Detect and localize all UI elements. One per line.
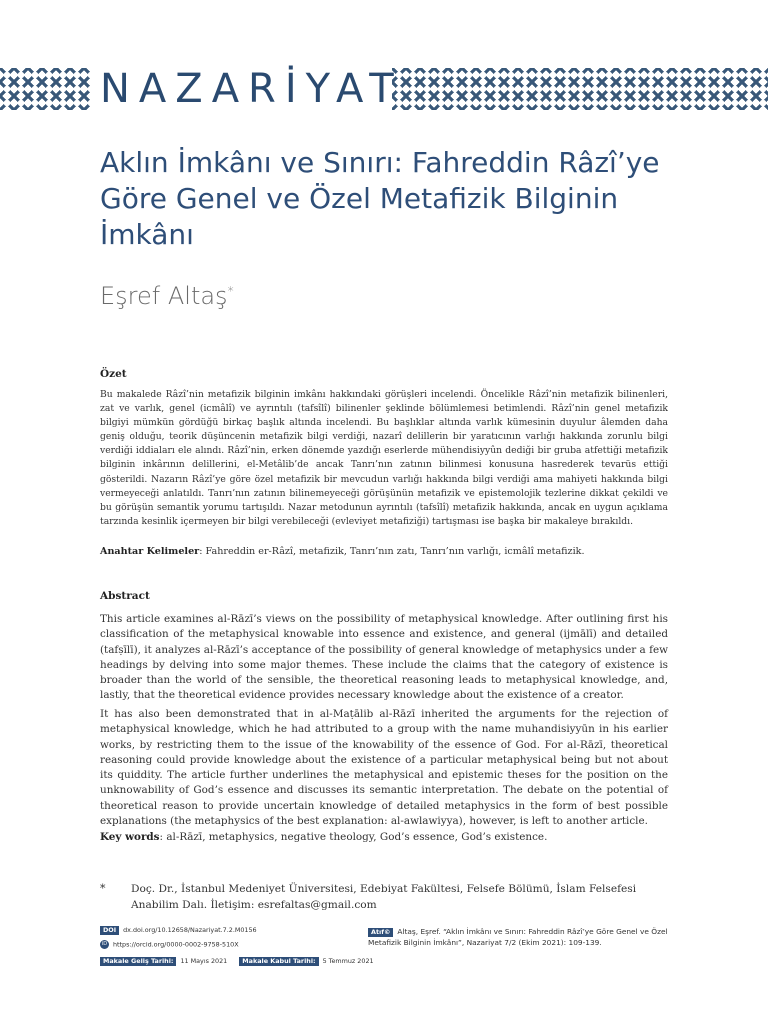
abstract-paragraph-1: This article examines al-Rāzī’s views on the possibility of metaphysical knowledge. After outlining first his classification of the metaphysical knowable into essence and existence, and general (ijmālī) and detailed (tafṣīlī), it analyzes al-Rāzī’s acceptance of the possibility of general knowledge of metaphysics under a few headings by delving into some major themes. These include the claims that the category of existence is broader than the world of the sensible, the theoretical reasoning leads to metaphysical knowledge, and, lastly, that the theoretical evidence provides necessary knowledge about the existence of a creator.: [100, 613, 668, 702]
ozet-keywords-label: Anahtar Kelimeler: [100, 546, 200, 557]
dates-line: [100, 957, 374, 966]
abstract-keywords-label: Key words: [100, 831, 160, 843]
author-name-text: Eşref Altaş: [100, 282, 228, 310]
ozet-text: Bu makalede Râzî’nin metafizik bilginin imkânı hakkındaki görüşleri incelendi. Öncelikle Râzî’nin metafizik bilinenleri, zat ve varlık, genel (icmâlî) ve ayrıntılı (tafsîlî) bilinenler şeklinde bölümlemesi betimlendi. Râzî’nin genel metafizik bilgiyi mümkün gördüğü birkaç başlık altında incelendi. Bu başlıklar altında varlık kümesinin duyulur âlemden daha geniş olduğu, teorik düşüncenin metafizik bilgi verdiği, nazarî delillerin bir yaratıcının varlığı hakkında zorunlu bilgi verdiği iddiaları ele alındı. Râzî’nin, erken dönemde yazdığı eserlerde mühendisiyyûn dediği bir gruba atfettiği metafizik bilginin inkârının delillerini, el-Metâlib’de ancak Tanrı’nın zatının bilinmesi konusuna hasrederek tevarüs ettiği gösterildi. Nazarın Râzî’ye göre özel metafizik bir mevcudun varlığı hakkında bilgi verdiği ama mahiyeti hakkında bilgi vermeyeceği anlatıldı. Tanrı’nın zatının bilinemeyeceği görüşünün metafizik ve epistemolojik tezlerine dikkat çekildi ve bu görüşün semantik yorumu tartışıldı. Nazar metodunun ayrıntılı (tafsîlî) metafizik hakkında, ancak en uygun açıklama tarzında kesinlik içermeyen bir bilgi verebileceği (evleviyet metafiziği) tartışması ise başka bir makaleye bırakıldı.: [100, 389, 668, 527]
citation-tag: Atıf©: [368, 928, 393, 937]
citation-text: Altaş, Eşref. “Aklın İmkânı ve Sınırı: Fahreddin Râzî’ye Göre Genel ve Özel Metafizik Bilginin İmkânı”, Nazariyat 7/2 (Ekim 2021): 109-139.: [368, 927, 668, 947]
orcid-line: [100, 940, 239, 950]
ozet-keywords: [100, 546, 668, 557]
author-name: [100, 282, 234, 310]
abstract-heading: Abstract: [100, 590, 150, 602]
article-title: Aklın İmkânı ve Sınırı: Fahreddin Râzî’ye Göre Genel ve Özel Metafizik Bilginin İmkânı: [100, 146, 660, 251]
doi-line: [100, 926, 257, 935]
journal-logo: NAZARİYAT: [100, 66, 403, 112]
ozet-keywords-text: : Fahreddin er-Râzî, metafizik, Tanrı’nın zatı, Tanrı’nın varlığı, icmâlî metafizik.: [199, 546, 585, 557]
received-date: 11 Mayıs 2021: [180, 957, 228, 965]
abstract-keywords: [100, 831, 668, 843]
ozet-heading: Özet: [100, 368, 127, 380]
abstract-keywords-text: : al-Rāzī, metaphysics, negative theology, God’s essence, God’s existence.: [159, 831, 548, 843]
doi-link[interactable]: dx.doi.org/10.12658/Nazariyat.7.2.M0156: [123, 926, 257, 934]
footnote-text: Doç. Dr., İstanbul Medeniyet Üniversitesi, Edebiyat Fakültesi, Felsefe Bölümü, İslam Felsefesi Anabilim Dalı. İletişim: esrefaltas@gmail.com: [131, 883, 637, 911]
orcid-icon: iD: [101, 941, 108, 947]
doi-tag: DOI: [100, 926, 119, 935]
abstract-paragraph-2: It has also been demonstrated that in al-Maṭālib al-Rāzī inherited the arguments for the rejection of metaphysical knowledge, which he had attributed to a group with the name muhandisiyyūn in his earlier works, by restricting them to the issue of the knowability of the essence of God. For al-Rāzī, theoretical reasoning could provide knowledge about the existence of a particular metaphysical being but not about its quiddity. The article further underlines the metaphysical and epistemic theses for the position on the unknowability of God’s essence and discusses its semantic interpretation. The debate on the potential of theoretical reason to provide uncertain knowledge of detailed metaphysics in the form of best possible explanations (the metaphysics of the best explanation: al-awlawiyya), however, is left to another article.: [100, 708, 668, 828]
footnote-mark: *: [100, 882, 106, 895]
received-tag: Makale Geliş Tarihi:: [100, 957, 176, 966]
accepted-tag: Makale Kabul Tarihi:: [239, 957, 318, 966]
citation-block: [368, 926, 668, 948]
accepted-date: 5 Temmuz 2021: [322, 957, 374, 965]
orcid-link[interactable]: https://orcid.org/0000-0002-9758-510X: [113, 940, 239, 949]
author-footnote-mark: *: [227, 284, 234, 298]
